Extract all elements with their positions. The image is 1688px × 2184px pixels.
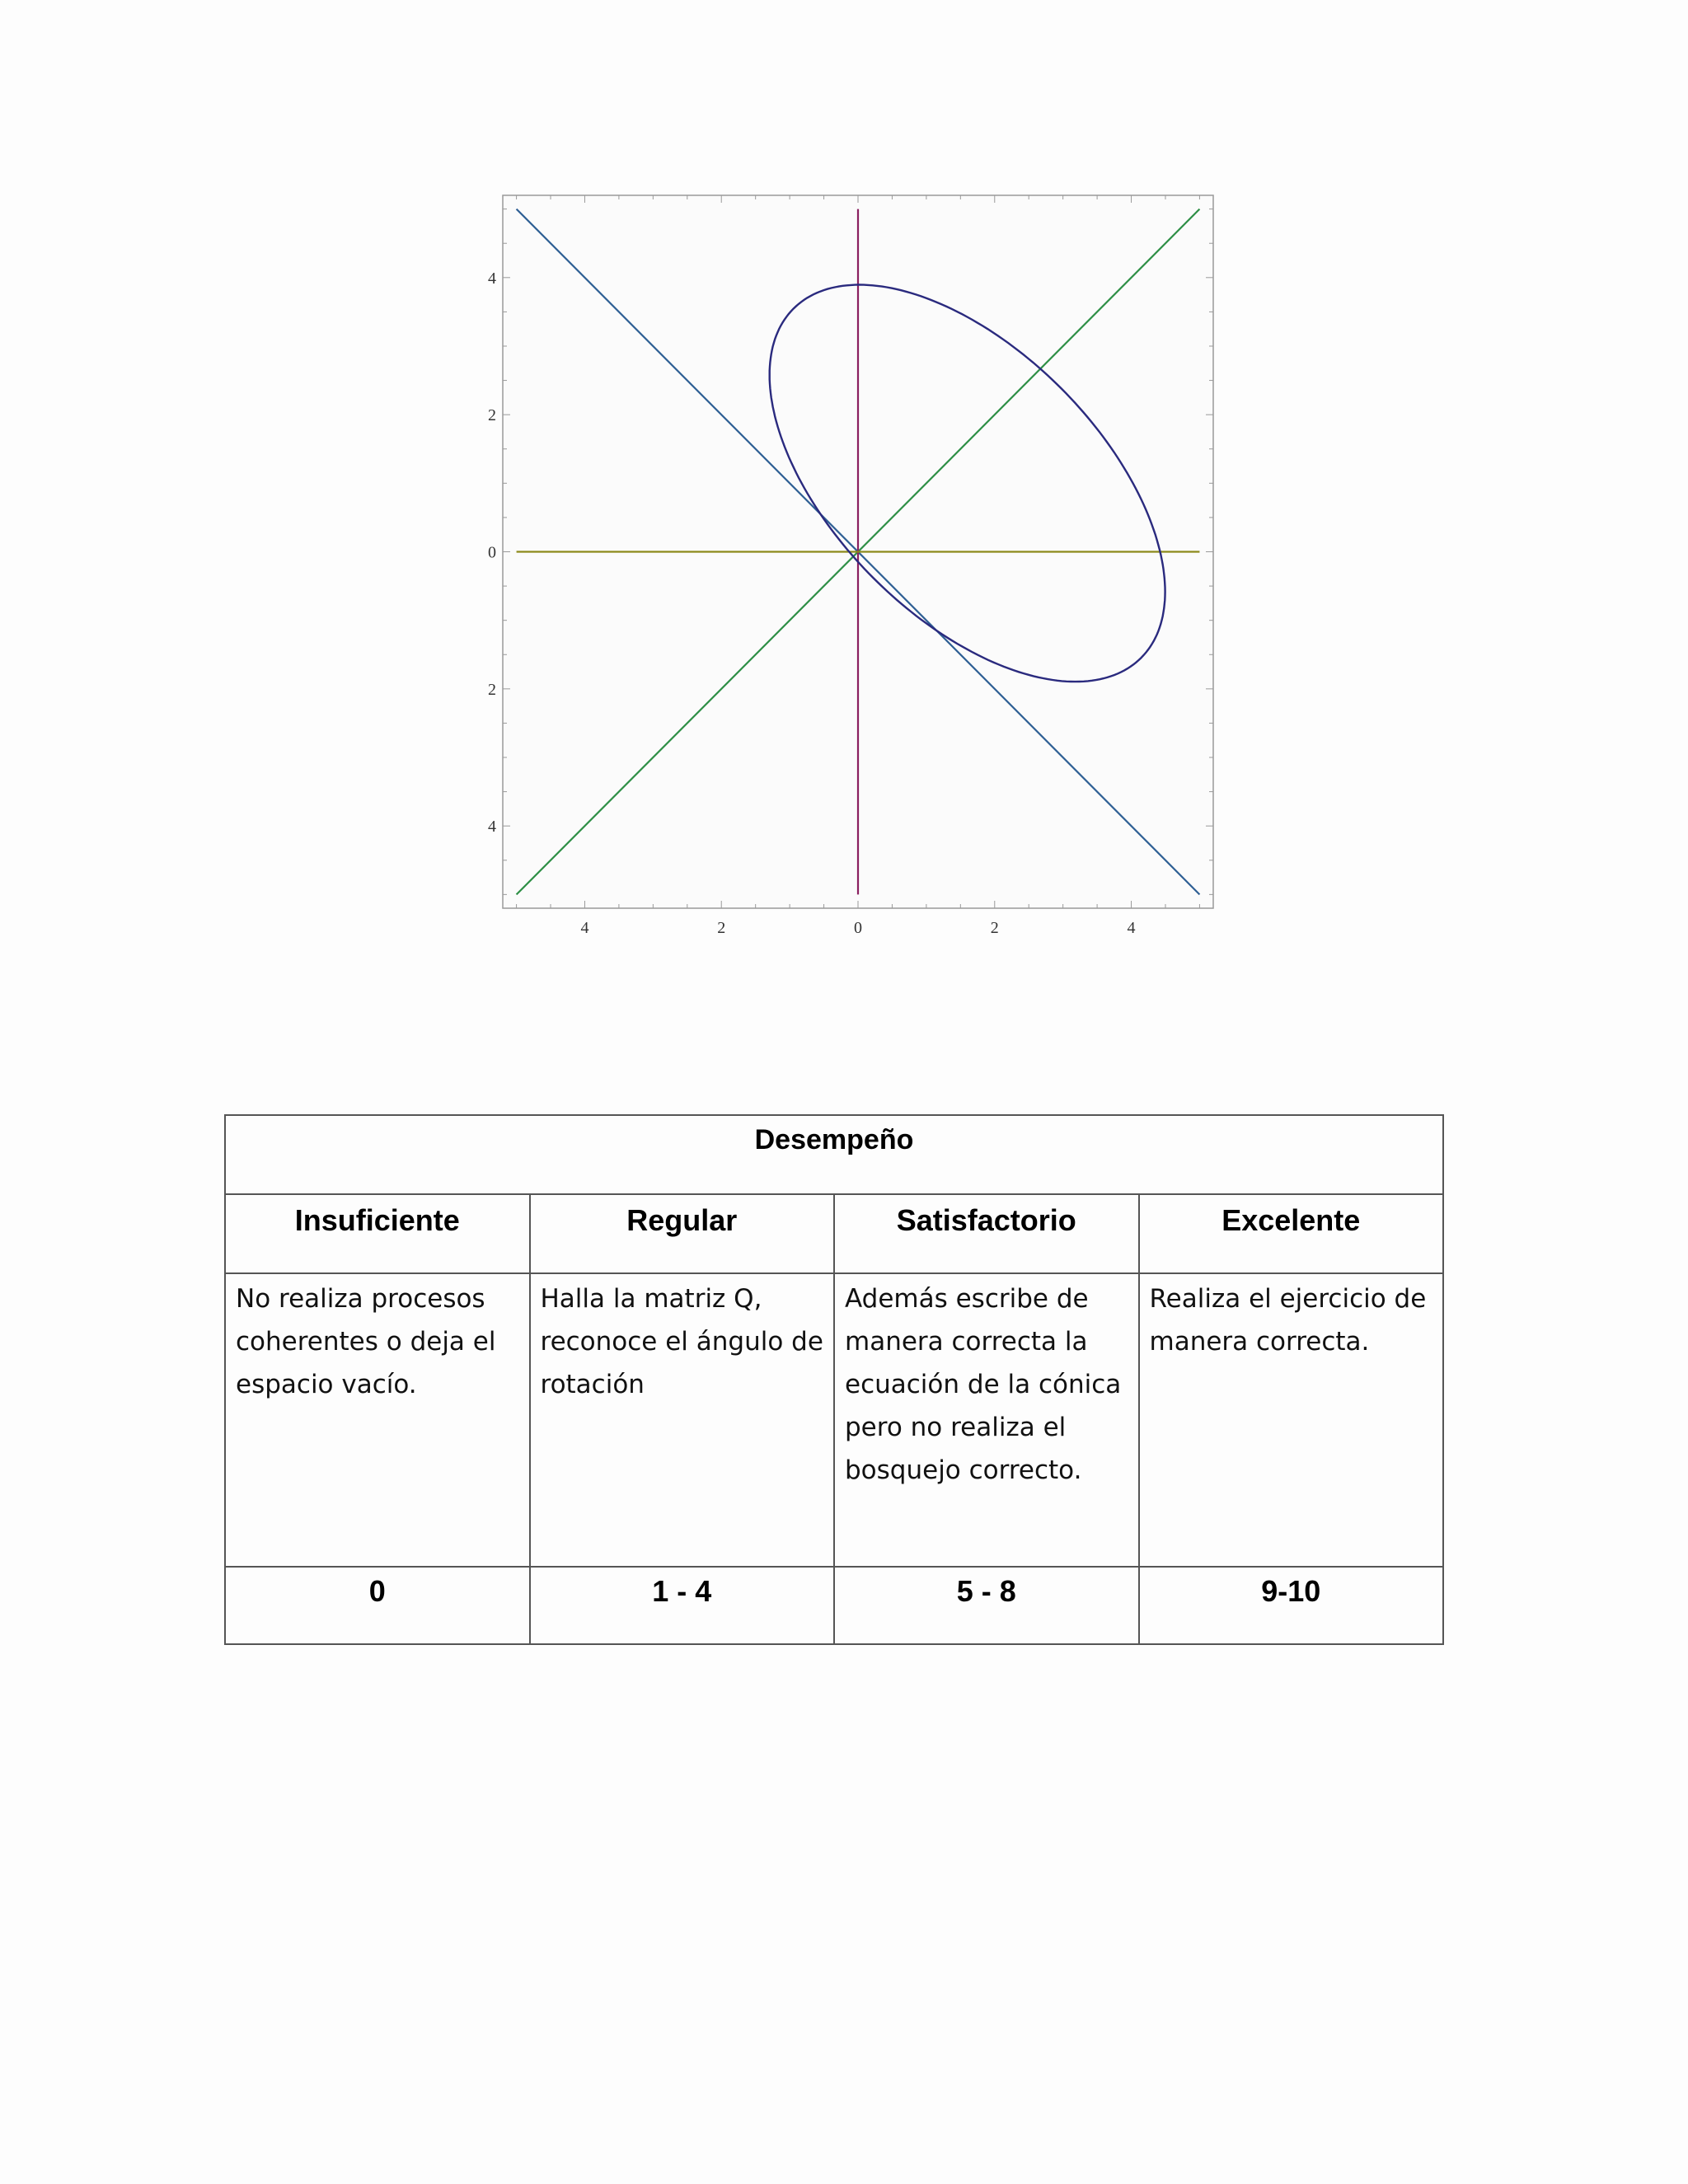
score-excelente: 9-10 — [1139, 1567, 1444, 1644]
rubric-table — [224, 1114, 1444, 1645]
x-tick-label: 2 — [990, 919, 999, 937]
rubric-scores-row — [225, 1567, 1443, 1644]
score-satisfactorio: 5 - 8 — [834, 1567, 1139, 1644]
y-tick-label: 2 — [488, 406, 496, 425]
level-insuficiente: Insuficiente — [225, 1194, 530, 1273]
x-tick-label: 4 — [580, 919, 589, 937]
y-tick-label: 4 — [488, 269, 496, 288]
rubric-title: Desempeño — [225, 1115, 1443, 1194]
plot-svg — [462, 185, 1236, 937]
score-regular: 1 - 4 — [530, 1567, 835, 1644]
x-tick-label: 0 — [854, 919, 862, 937]
rubric-title-row — [225, 1115, 1443, 1194]
level-satisfactorio: Satisfactorio — [834, 1194, 1139, 1273]
description-excelente: Realiza el ejercicio de manera correcta. — [1139, 1273, 1444, 1567]
y-tick-label: 0 — [488, 543, 496, 562]
rubric-levels-row — [225, 1194, 1443, 1273]
y-tick-label: 2 — [488, 680, 496, 699]
description-regular: Halla la matriz Q, reconoce el ángulo de rotación — [530, 1273, 835, 1567]
description-satisfactorio: Además escribe de manera correcta la ecuación de la cónica pero no realiza el bosquejo correcto. — [834, 1273, 1139, 1567]
rubric-descriptions-row — [225, 1273, 1443, 1567]
y-tick-label: 4 — [488, 818, 496, 837]
x-tick-label: 4 — [1127, 919, 1136, 937]
level-regular: Regular — [530, 1194, 835, 1273]
score-insuficiente: 0 — [225, 1567, 530, 1644]
conic-plot — [462, 185, 1236, 937]
level-excelente: Excelente — [1139, 1194, 1444, 1273]
description-insuficiente: No realiza procesos coherentes o deja el espacio vacío. — [225, 1273, 530, 1567]
x-tick-label: 2 — [717, 919, 726, 937]
